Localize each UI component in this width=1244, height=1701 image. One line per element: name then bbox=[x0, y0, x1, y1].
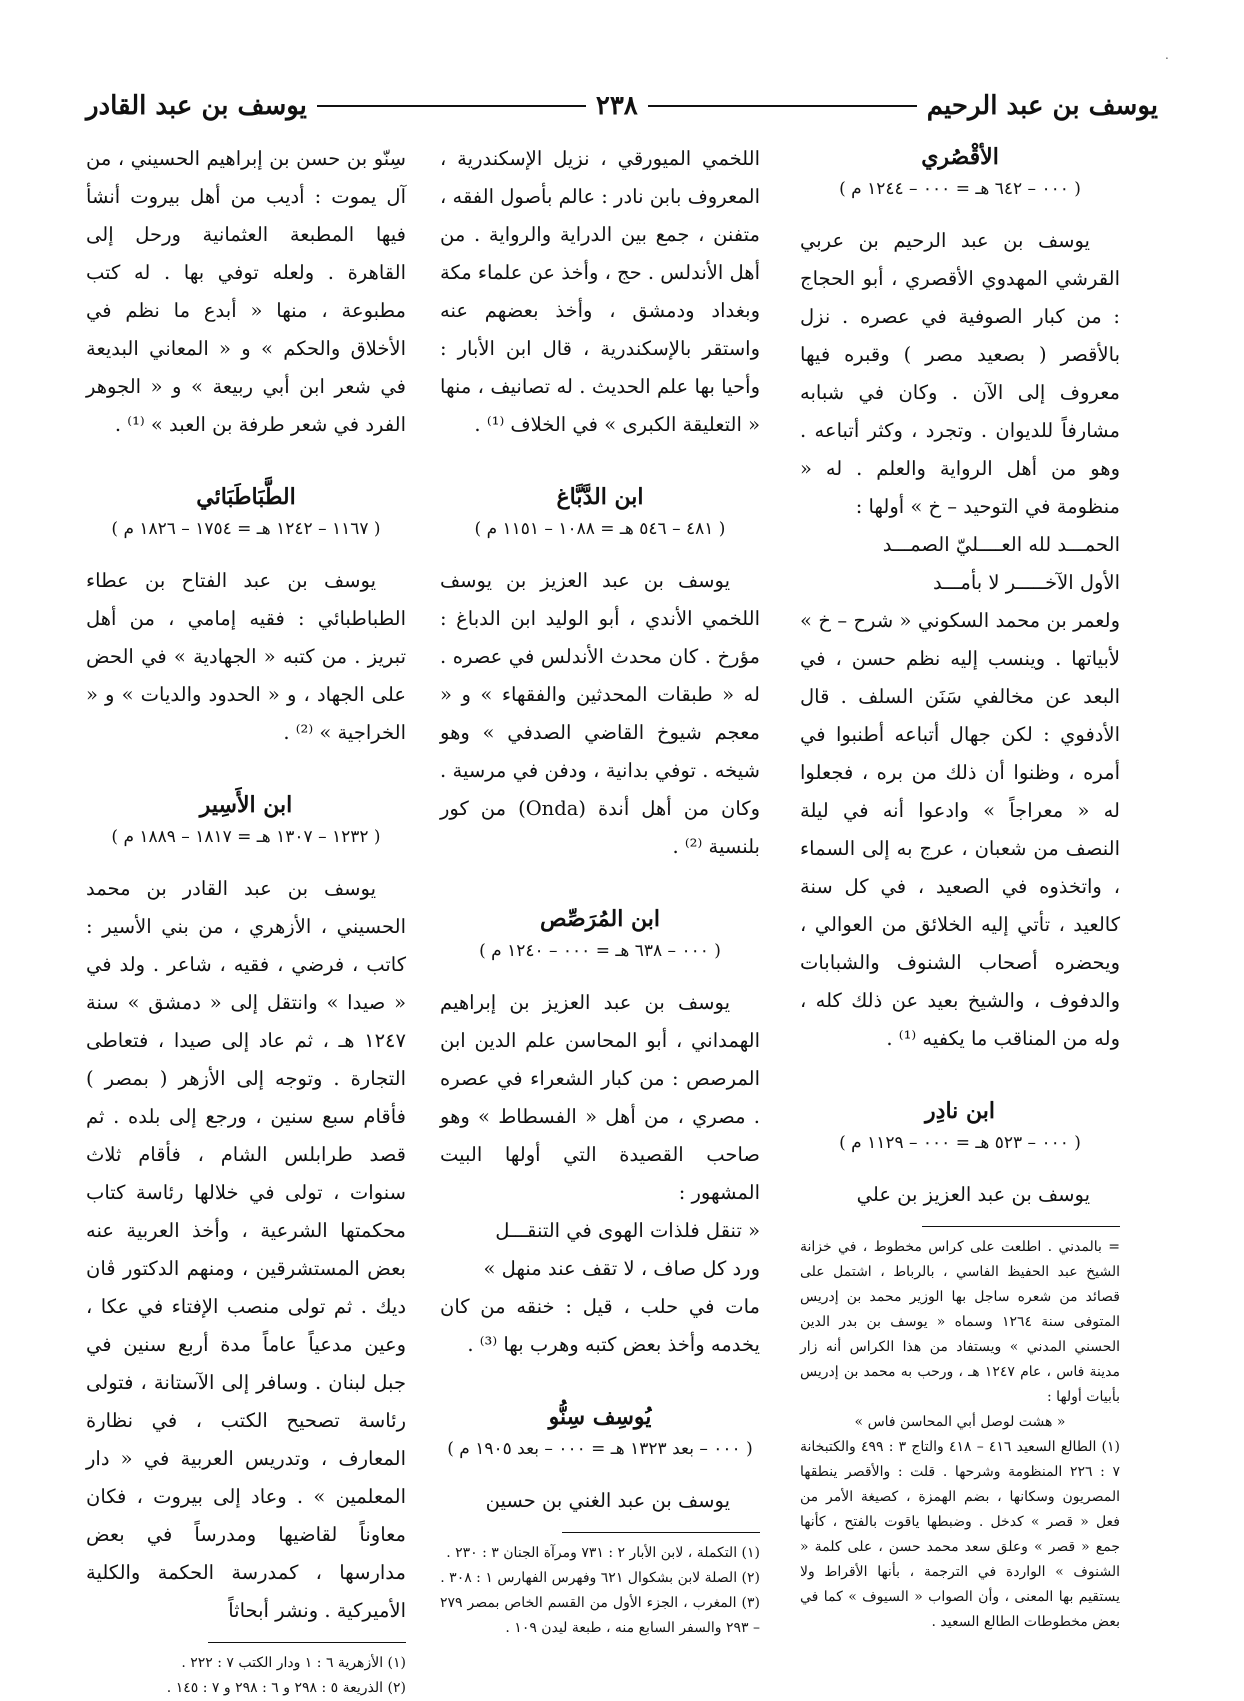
entry-text: سِنّو بن حسن بن إبراهيم الحسيني ، من آل يموت : أديب من أهل بيروت أنشأ فيها المطبعة العثمانية ورحل إلى القاهرة . ولعله توفي بها . له كتب مطبوعة ، منها « أبدع ما نظم في الأخلاق والحكم » و « المعاني البديعة في شعر ابن أبي ربيعة » و « الجوهر الفرد في شعر طرفة بن العبد » ⁽¹⁾ . bbox=[86, 147, 406, 436]
entry-dates: ( ٤٨١ – ٥٤٦ هـ = ١٠٨٨ – ١١٥١ م ) bbox=[474, 519, 726, 539]
entry-text: مات في حلب ، قيل : خنقه من كان يخدمه وأخذ بعض كتبه وهرب بها ⁽³⁾ . bbox=[440, 1295, 760, 1356]
footnote: = بالمدني . اطلعت على كراس مخطوط ، في خزانة الشيخ عبد الحفيظ الفاسي ، بالرباط ، اشتمل على قصائد من شعره ساجل بها الوزير محمد بن إدريس المتوفى سنة ١٢٦٤ وسماه « يوسف بن بدر الدين الحسني المدني » ويستفاد من هذا الكراس أنه زار مدينة فاس ، عام ١٢٤٧ هـ ، ورحب به محمد بن إدريس بأبيات أولها : bbox=[800, 1239, 1120, 1405]
verse-text: الأول الآخـــــر لا بأمـــد bbox=[933, 571, 1120, 594]
column-middle bbox=[440, 140, 760, 1641]
entry-text: ولعمر بن محمد السكوني « شرح – خ » لأبياتها . وينسب إليه نظم حسن ، في البعد عن مخالفي سَنَن السلف . قال الأدفوي : لكن جهال أتباعه أطنبوا في أمره ، وظنوا أن ذلك من بره ، فجعلوا له « معراجاً » وادعوا أنه في ليلة النصف من شعبان ، عرج به إلى السماء ، واتخذوه في الصعيد ، في كل سنة كالعيد ، تأتي إليه الخلائق من العوالي ، ويحضره أصحاب الشنوف والشبابات والدفوف ، والشيخ بعيد عن ذلك كله ، وله من المناقب ما يكفيه ⁽¹⁾ . bbox=[800, 609, 1120, 1050]
footnote: (٣) المغرب ، الجزء الأول من القسم الخاص بمصر ٢٧٩ – ٢٩٣ والسفر السابع منه ، طبعة ليدن ١٠٩ . bbox=[440, 1595, 760, 1636]
footnote-rule bbox=[922, 1226, 1120, 1227]
column-left bbox=[86, 140, 406, 1701]
running-head-rule bbox=[317, 105, 586, 107]
running-head bbox=[86, 84, 1158, 128]
entry-heading: الأقْصُري bbox=[921, 144, 999, 170]
entry-dates: ( ٠٠٠ – ٦٣٨ هـ = ٠٠٠ – ١٢٤٠ م ) bbox=[479, 941, 721, 961]
entry-dates: ( ١٢٣٢ – ١٣٠٧ هـ = ١٨١٧ – ١٨٨٩ م ) bbox=[111, 827, 381, 847]
verse-line bbox=[440, 1212, 760, 1250]
entry-text: يوسف بن عبد الرحيم بن عربي القرشي المهدوي الأقصري ، أبو الحجاج : من كبار الصوفية في عصره . نزل بالأقصر ( بصعيد مصر ) وقبره فيها معروف إلى الآن . وكان في شبابه مشارفاً للديوان . وتجرد ، وكثر أتباعه . وهو من أهل الرواية والعلم . له « منظومة في التوحيد – خ » أولها : bbox=[800, 229, 1120, 518]
entry-heading: ابن المُرَصِّص bbox=[540, 906, 660, 932]
entry-text: اللخمي الميورقي ، نزيل الإسكندرية ، المعروف بابن نادر : عالم بأصول الفقه ، متفنن ، جمع بين الدراية والرواية . من أهل الأندلس . حج ، وأخذ عن علماء مكة وبغداد ودمشق ، وأخذ بعضهم عنه واستقر بالإسكندرية ، قال ابن الأبار : وأحيا بها علم الحديث . له تصانيف ، منها « التعليقة الكبرى » في الخلاف ⁽¹⁾ . bbox=[440, 147, 760, 436]
footnote: (٢) الذريعة ٥ : ٢٩٨ و ٦ : ٢٩٨ و ٧ : ١٤٥ . bbox=[166, 1680, 406, 1696]
entry-heading: يُوسِف سِنُّو bbox=[548, 1404, 652, 1430]
entry-heading: ابن الدَّبَّاغ bbox=[556, 484, 644, 510]
footnote-rule bbox=[208, 1642, 406, 1643]
running-head-right-title: يوسف بن عبد الرحيم bbox=[926, 91, 1158, 121]
entry-heading: ابن الأَسِير bbox=[199, 792, 293, 818]
entry-dates: ( ٠٠٠ – ٥٢٣ هـ = ٠٠٠ – ١١٢٩ م ) bbox=[839, 1133, 1081, 1153]
running-head-rule bbox=[648, 105, 917, 107]
verse-text: « تنقل فلذات الهوى في التنقـــل bbox=[495, 1219, 760, 1242]
entry-text: يوسف بن عبد العزيز بن علي bbox=[856, 1183, 1090, 1206]
footnote: (١) التكملة ، لابن الأبار ٢ : ٧٣١ ومرآة الجنان ٣ : ٢٣٠ . bbox=[446, 1545, 760, 1561]
entry-heading: ابن نادِر bbox=[925, 1098, 995, 1124]
entry-dates: ( ١١٦٧ – ١٢٤٢ هـ = ١٧٥٤ – ١٨٢٦ م ) bbox=[111, 519, 381, 539]
footnote-rule bbox=[562, 1532, 760, 1533]
verse-text: ورد كل صاف ، لا تقف عند منهل » bbox=[483, 1257, 760, 1280]
margin-mark: . bbox=[1165, 48, 1169, 62]
verse-line bbox=[800, 526, 1120, 564]
entry-text: يوسف بن عبد العزيز بن يوسف اللخمي الأندي ، أبو الوليد ابن الدباغ : مؤرخ . كان محدث الأندلس في عصره . له « طبقات المحدثين والفقهاء » و « معجم شيوخ القاضي الصدفي » وهو شيخه . توفي بدانية ، ودفن في مرسية . وكان من أهل أندة (Onda) من كور بلنسية ⁽²⁾ . bbox=[440, 569, 760, 858]
entry-text: يوسف بن عبد الفتاح بن عطاء الطباطبائي : فقيه إمامي ، من أهل تبريز . من كتبه « الجهادية » في الحض على الجهاد ، و « الحدود والديات » و « الخراجية » ⁽²⁾ . bbox=[86, 569, 406, 744]
verse-line bbox=[440, 1250, 760, 1288]
entry-text: يوسف بن عبد العزيز بن إبراهيم الهمداني ، أبو المحاسن علم الدين ابن المرصص : من كبار الشعراء في عصره . مصري ، من أهل « الفسطاط » وهو صاحب القصيدة التي أولها البيت المشهور : bbox=[440, 991, 760, 1204]
column-right bbox=[800, 140, 1120, 1635]
page-number: ٢٣٨ bbox=[595, 91, 638, 121]
entry-text: يوسف بن عبد القادر بن محمد الحسيني ، الأزهري ، من بني الأسير : كاتب ، فرضي ، فقيه ، شاعر . ولد في « صيدا » وانتقل إلى « دمشق » سنة ١٢٤٧ هـ ، ثم عاد إلى صيدا ، فتعاطى التجارة . وتوجه إلى الأزهر ( بمصر ) فأقام سبع سنين ، ورجع إلى بلده . ثم قصد طرابلس الشام ، فأقام ثلاث سنوات ، تولى في خلالها رئاسة كتاب محكمتها الشرعية ، وأخذ العربية عنه بعض المستشرقين ، ومنهم الدكتور ڤان ديك . ثم تولى منصب الإفتاء في عكا ، وعين مدعياً عاماً مدة أربع سنين في جبل لبنان . وسافر إلى الآستانة ، فتولى رئاسة تصحيح الكتب ، في نظارة المعارف ، وتدريس العربية في « دار المعلمين » . وعاد إلى بيروت ، فكان معاوناً لقاضيها ومدرساً في بعض مدارسها ، كمدرسة الحكمة والكلية الأميركية . ونشر أبحاثاً bbox=[86, 877, 406, 1622]
running-head-left-title: يوسف بن عبد القادر bbox=[85, 91, 307, 121]
footnote-verse: « هشت لوصل أبي المحاسن فاس » bbox=[854, 1414, 1066, 1430]
verse-text: الحمـــد لله العــــليّ الصمـــد bbox=[882, 533, 1120, 556]
verse-line bbox=[800, 564, 1120, 602]
footnote: (١) الأزهرية ٦ : ١ ودار الكتب ٧ : ٢٢٢ . bbox=[181, 1655, 406, 1671]
entry-dates: ( ٠٠٠ – ٦٤٢ هـ = ٠٠٠ – ١٢٤٤ م ) bbox=[839, 179, 1081, 199]
footnote: (٢) الصلة لابن بشكوال ٦٢١ وفهرس الفهارس ١ : ٣٠٨ . bbox=[440, 1570, 760, 1586]
entry-dates: ( ٠٠٠ – بعد ١٣٢٣ هـ = ٠٠٠ – بعد ١٩٠٥ م ) bbox=[447, 1439, 753, 1459]
entry-text: يوسف بن عبد الغني بن حسين bbox=[485, 1489, 730, 1512]
entry-heading: الطَّبَاطَبَائي bbox=[196, 484, 296, 510]
footnote: (١) الطالع السعيد ٤١٦ – ٤١٨ والتاج ٣ : ٤٩٩ والكتبخانة ٧ : ٢٢٦ المنظومة وشرحها . قلت : والأقصر ينطقها المصريون وسكانها ، بضم الهمزة ، كصيغة الأمر من فعل « قصر » كدخل . وضبطها ياقوت بالفتح ، كأنها جمع « قصر » وعلق سعد محمد حسن ، على كلمة « الشنوف » الواردة في الترجمة ، بأنها الأقراط ولا يستقيم بها المعنى ، وأن الصواب « السيوف » كما في بعض مخطوطات الطالع السعيد . bbox=[800, 1439, 1121, 1630]
